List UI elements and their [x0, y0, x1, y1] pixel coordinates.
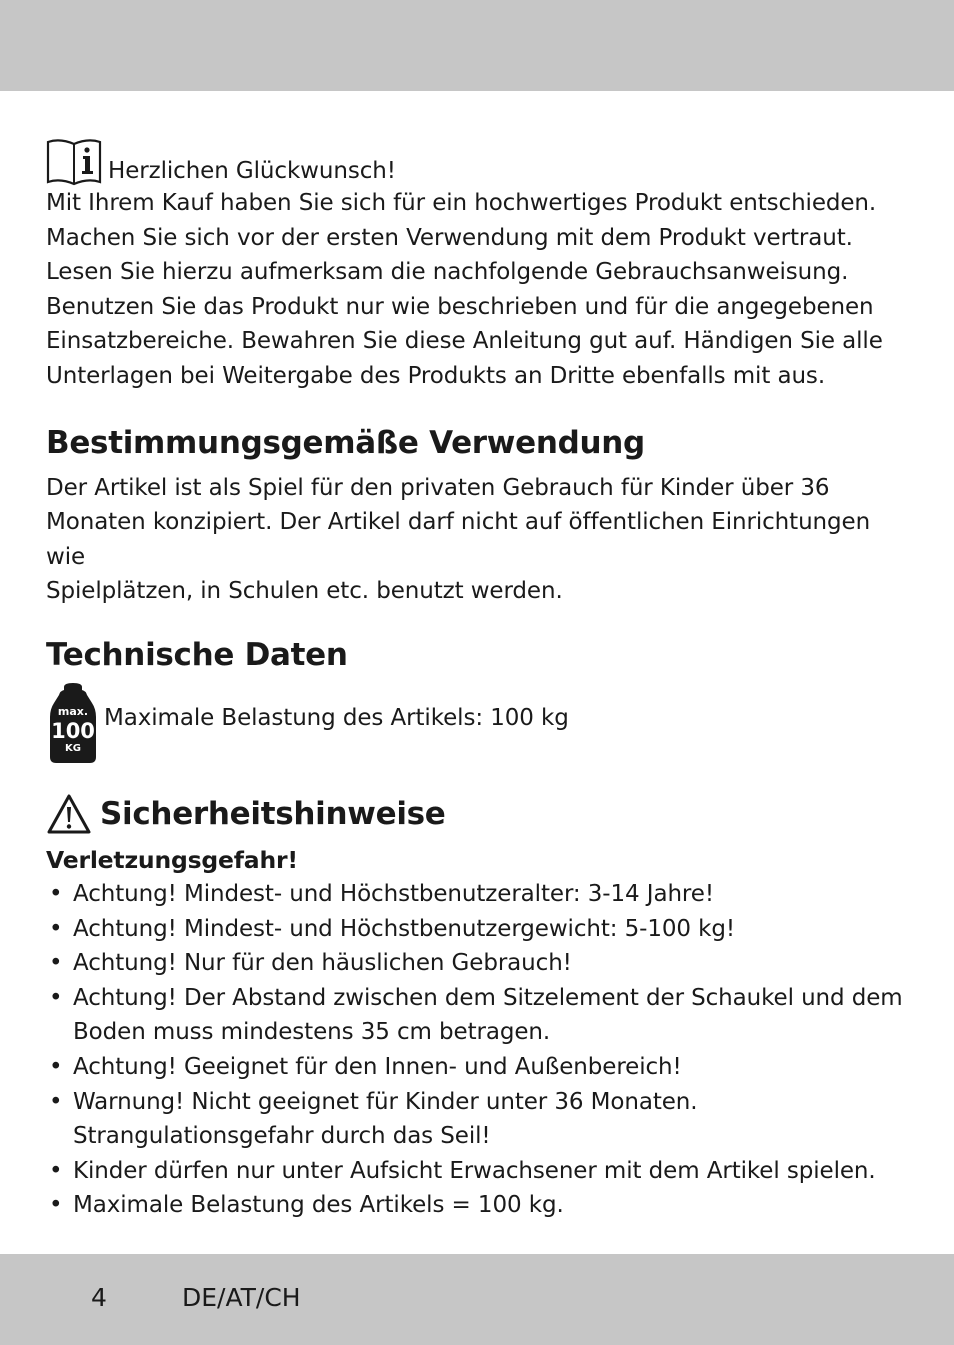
- list-item: [46, 877, 906, 912]
- greeting-text: Herzlichen Glückwunsch!: [108, 158, 396, 184]
- intro-line: Mit Ihrem Kauf haben Sie sich für ein hochwertiges Produkt entschieden.: [46, 190, 877, 216]
- list-item: [46, 981, 906, 1050]
- list-item: [46, 1050, 906, 1085]
- header-band: [0, 0, 954, 91]
- technical-data-heading: Technische Daten: [46, 636, 348, 673]
- list-item-text: Strangulationsgefahr durch das Seil!: [73, 1123, 491, 1150]
- intro-greeting-row: [46, 134, 906, 186]
- intro-line: Unterlagen bei Weitergabe des Produkts an Dritte ebenfalls mit aus.: [46, 362, 826, 389]
- list-item: [46, 1188, 906, 1223]
- page-number: 4: [91, 1283, 107, 1312]
- intro-paragraph: [46, 186, 906, 394]
- intended-use-heading: Bestimmungsgemäße Verwendung: [46, 424, 645, 461]
- intro-line: Benutzen Sie das Produkt nur wie beschrieben und für die angegebenen: [46, 293, 874, 320]
- weight-icon: [46, 683, 100, 763]
- intended-use-line: Der Artikel ist als Spiel für den privaten Gebrauch für Kinder über 36: [46, 474, 830, 501]
- list-item: [46, 1085, 906, 1154]
- list-item: [46, 1154, 906, 1189]
- safety-heading-row: [46, 793, 906, 835]
- list-item-text: Achtung! Der Abstand zwischen dem Sitzelement der Schaukel und dem: [73, 984, 903, 1011]
- intended-use-paragraph: [46, 471, 906, 609]
- list-item-text: Boden muss mindestens 35 cm betragen.: [73, 1019, 551, 1046]
- safety-heading: Sicherheitshinweise: [100, 795, 446, 832]
- weight-icon-unit: KG: [65, 742, 81, 754]
- warning-triangle-icon: [46, 793, 92, 835]
- list-item: [46, 946, 906, 981]
- list-item-text: Achtung! Mindest- und Höchstbenutzeralter: 3-14 Jahre!: [73, 880, 714, 907]
- intro-line: Einsatzbereiche. Bewahren Sie diese Anleitung gut auf. Händigen Sie alle: [46, 328, 883, 355]
- intro-line: Lesen Sie hierzu aufmerksam die nachfolgende Gebrauchsanweisung.: [46, 259, 849, 286]
- list-item-text: Maximale Belastung des Artikels = 100 kg.: [73, 1192, 564, 1219]
- list-item-text: Achtung! Mindest- und Höchstbenutzergewicht: 5-100 kg!: [73, 915, 736, 942]
- safety-list: [46, 877, 906, 1223]
- info-book-icon: [46, 138, 102, 186]
- list-item-text: Achtung! Nur für den häuslichen Gebrauch!: [73, 950, 572, 977]
- list-item-text: Achtung! Geeignet für den Innen- und Außenbereich!: [73, 1053, 682, 1080]
- footer-band: [0, 1254, 954, 1345]
- weight-icon-top-label: max.: [57, 704, 89, 718]
- max-load-text: Maximale Belastung des Artikels: 100 kg: [104, 704, 569, 731]
- injury-risk-subheading: Verletzungsgefahr!: [46, 845, 298, 874]
- list-item-text: Kinder dürfen nur unter Aufsicht Erwachsener mit dem Artikel spielen.: [73, 1157, 876, 1184]
- intended-use-line: Monaten konzipiert. Der Artikel darf nicht auf öffentlichen Einrichtungen wie: [46, 509, 871, 570]
- list-item: [46, 912, 906, 947]
- weight-icon-value: 100: [51, 718, 95, 743]
- region-label: DE/AT/CH: [182, 1283, 301, 1312]
- intro-line: Machen Sie sich vor der ersten Verwendung mit dem Produkt vertraut.: [46, 224, 853, 251]
- page-content: [46, 134, 906, 1223]
- intended-use-line: Spielplätzen, in Schulen etc. benutzt werden.: [46, 578, 563, 605]
- list-item-text: Warnung! Nicht geeignet für Kinder unter 36 Monaten.: [73, 1088, 698, 1115]
- max-load-row: [46, 683, 906, 763]
